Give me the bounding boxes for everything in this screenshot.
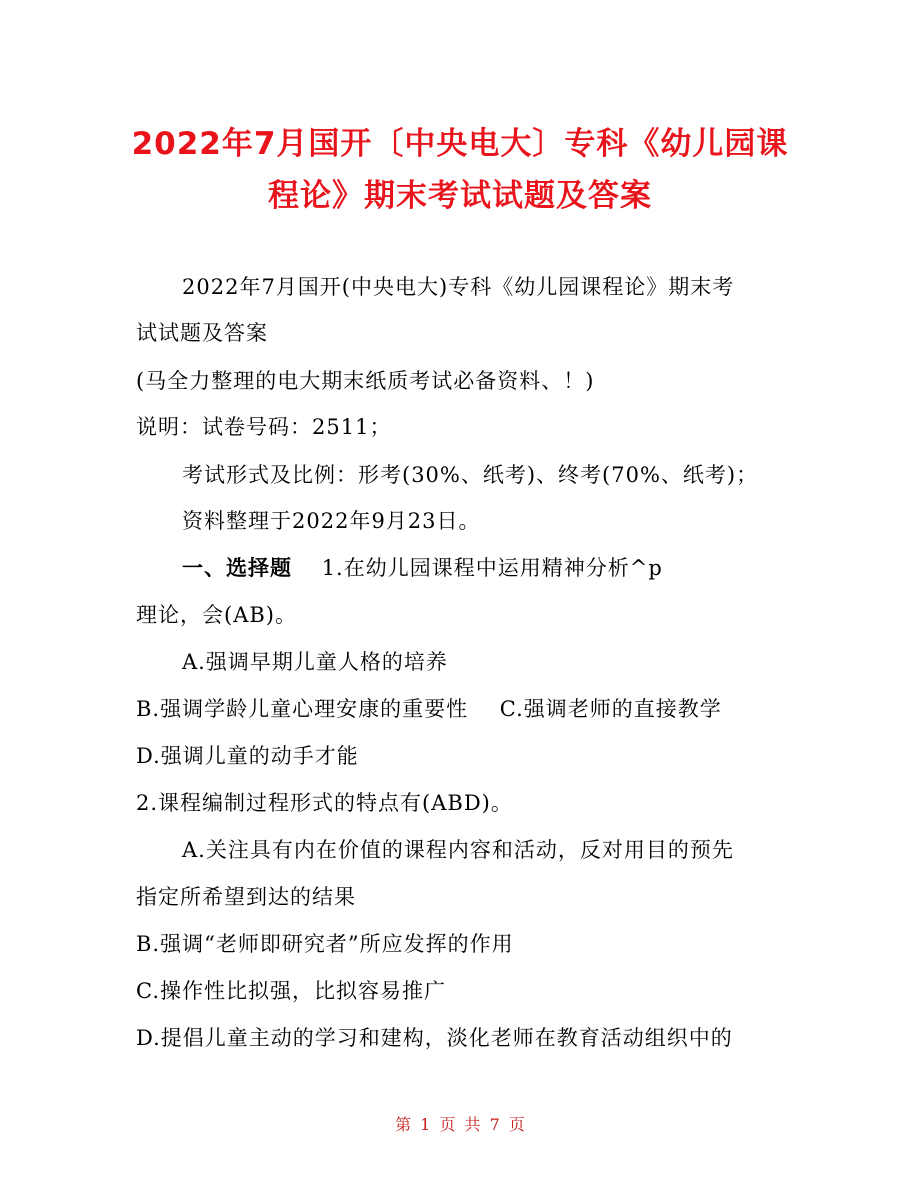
section-heading: 一、选择题	[182, 556, 292, 580]
question2-option-c: C.操作性比拟强，比拟容易推广	[136, 979, 446, 1003]
intro-line2: 试试题及答案	[136, 321, 268, 345]
question1-option-d: D.强调儿童的动手才能	[136, 744, 359, 768]
page-number-footer: 第 1 页 共 7 页	[395, 1115, 525, 1134]
intro-line1: 2022年7月国开(中央电大)专科《幼儿园课程论》期末考	[182, 275, 735, 299]
note-line: (马全力整理的电大期末纸质考试必备资料、！)	[136, 369, 595, 393]
explain-line: 说明：试卷号码：2511；	[136, 415, 392, 439]
exam-form-line: 考试形式及比例：形考(30%、纸考)、终考(70%、纸考)；	[182, 463, 759, 487]
document-title-line1: 2022年7月国开〔中央电大〕专科《幼儿园课	[131, 126, 789, 162]
question2-option-d: D.提倡儿童主动的学习和建构，淡化老师在教育活动组织中的	[136, 1026, 733, 1050]
question2-option-a-line1: A.关注具有内在价值的课程内容和活动，反对用目的预先	[182, 838, 734, 862]
question1-option-b: B.强调学龄儿童心理安康的重要性	[136, 697, 469, 721]
section-heading-row	[182, 553, 663, 583]
question1-line1: 1.在幼儿园课程中运用精神分析^p	[321, 556, 663, 580]
question1-option-c: C.强调老师的直接教学	[499, 697, 722, 721]
question1-options-bc	[136, 694, 722, 724]
compiled-date-line: 资料整理于2022年9月23日。	[182, 509, 481, 533]
question2-line: 2.课程编制过程形式的特点有(ABD)。	[136, 791, 513, 815]
question1-option-a: A.强调早期儿童人格的培养	[182, 650, 448, 674]
question2-option-b: B.强调“老师即研究者”所应发挥的作用	[136, 932, 514, 956]
question2-option-a-line2: 指定所希望到达的结果	[136, 885, 356, 909]
document-title-line2: 程论》期末考试试题及答案	[268, 178, 652, 214]
question1-line2: 理论，会(AB)。	[136, 603, 297, 627]
